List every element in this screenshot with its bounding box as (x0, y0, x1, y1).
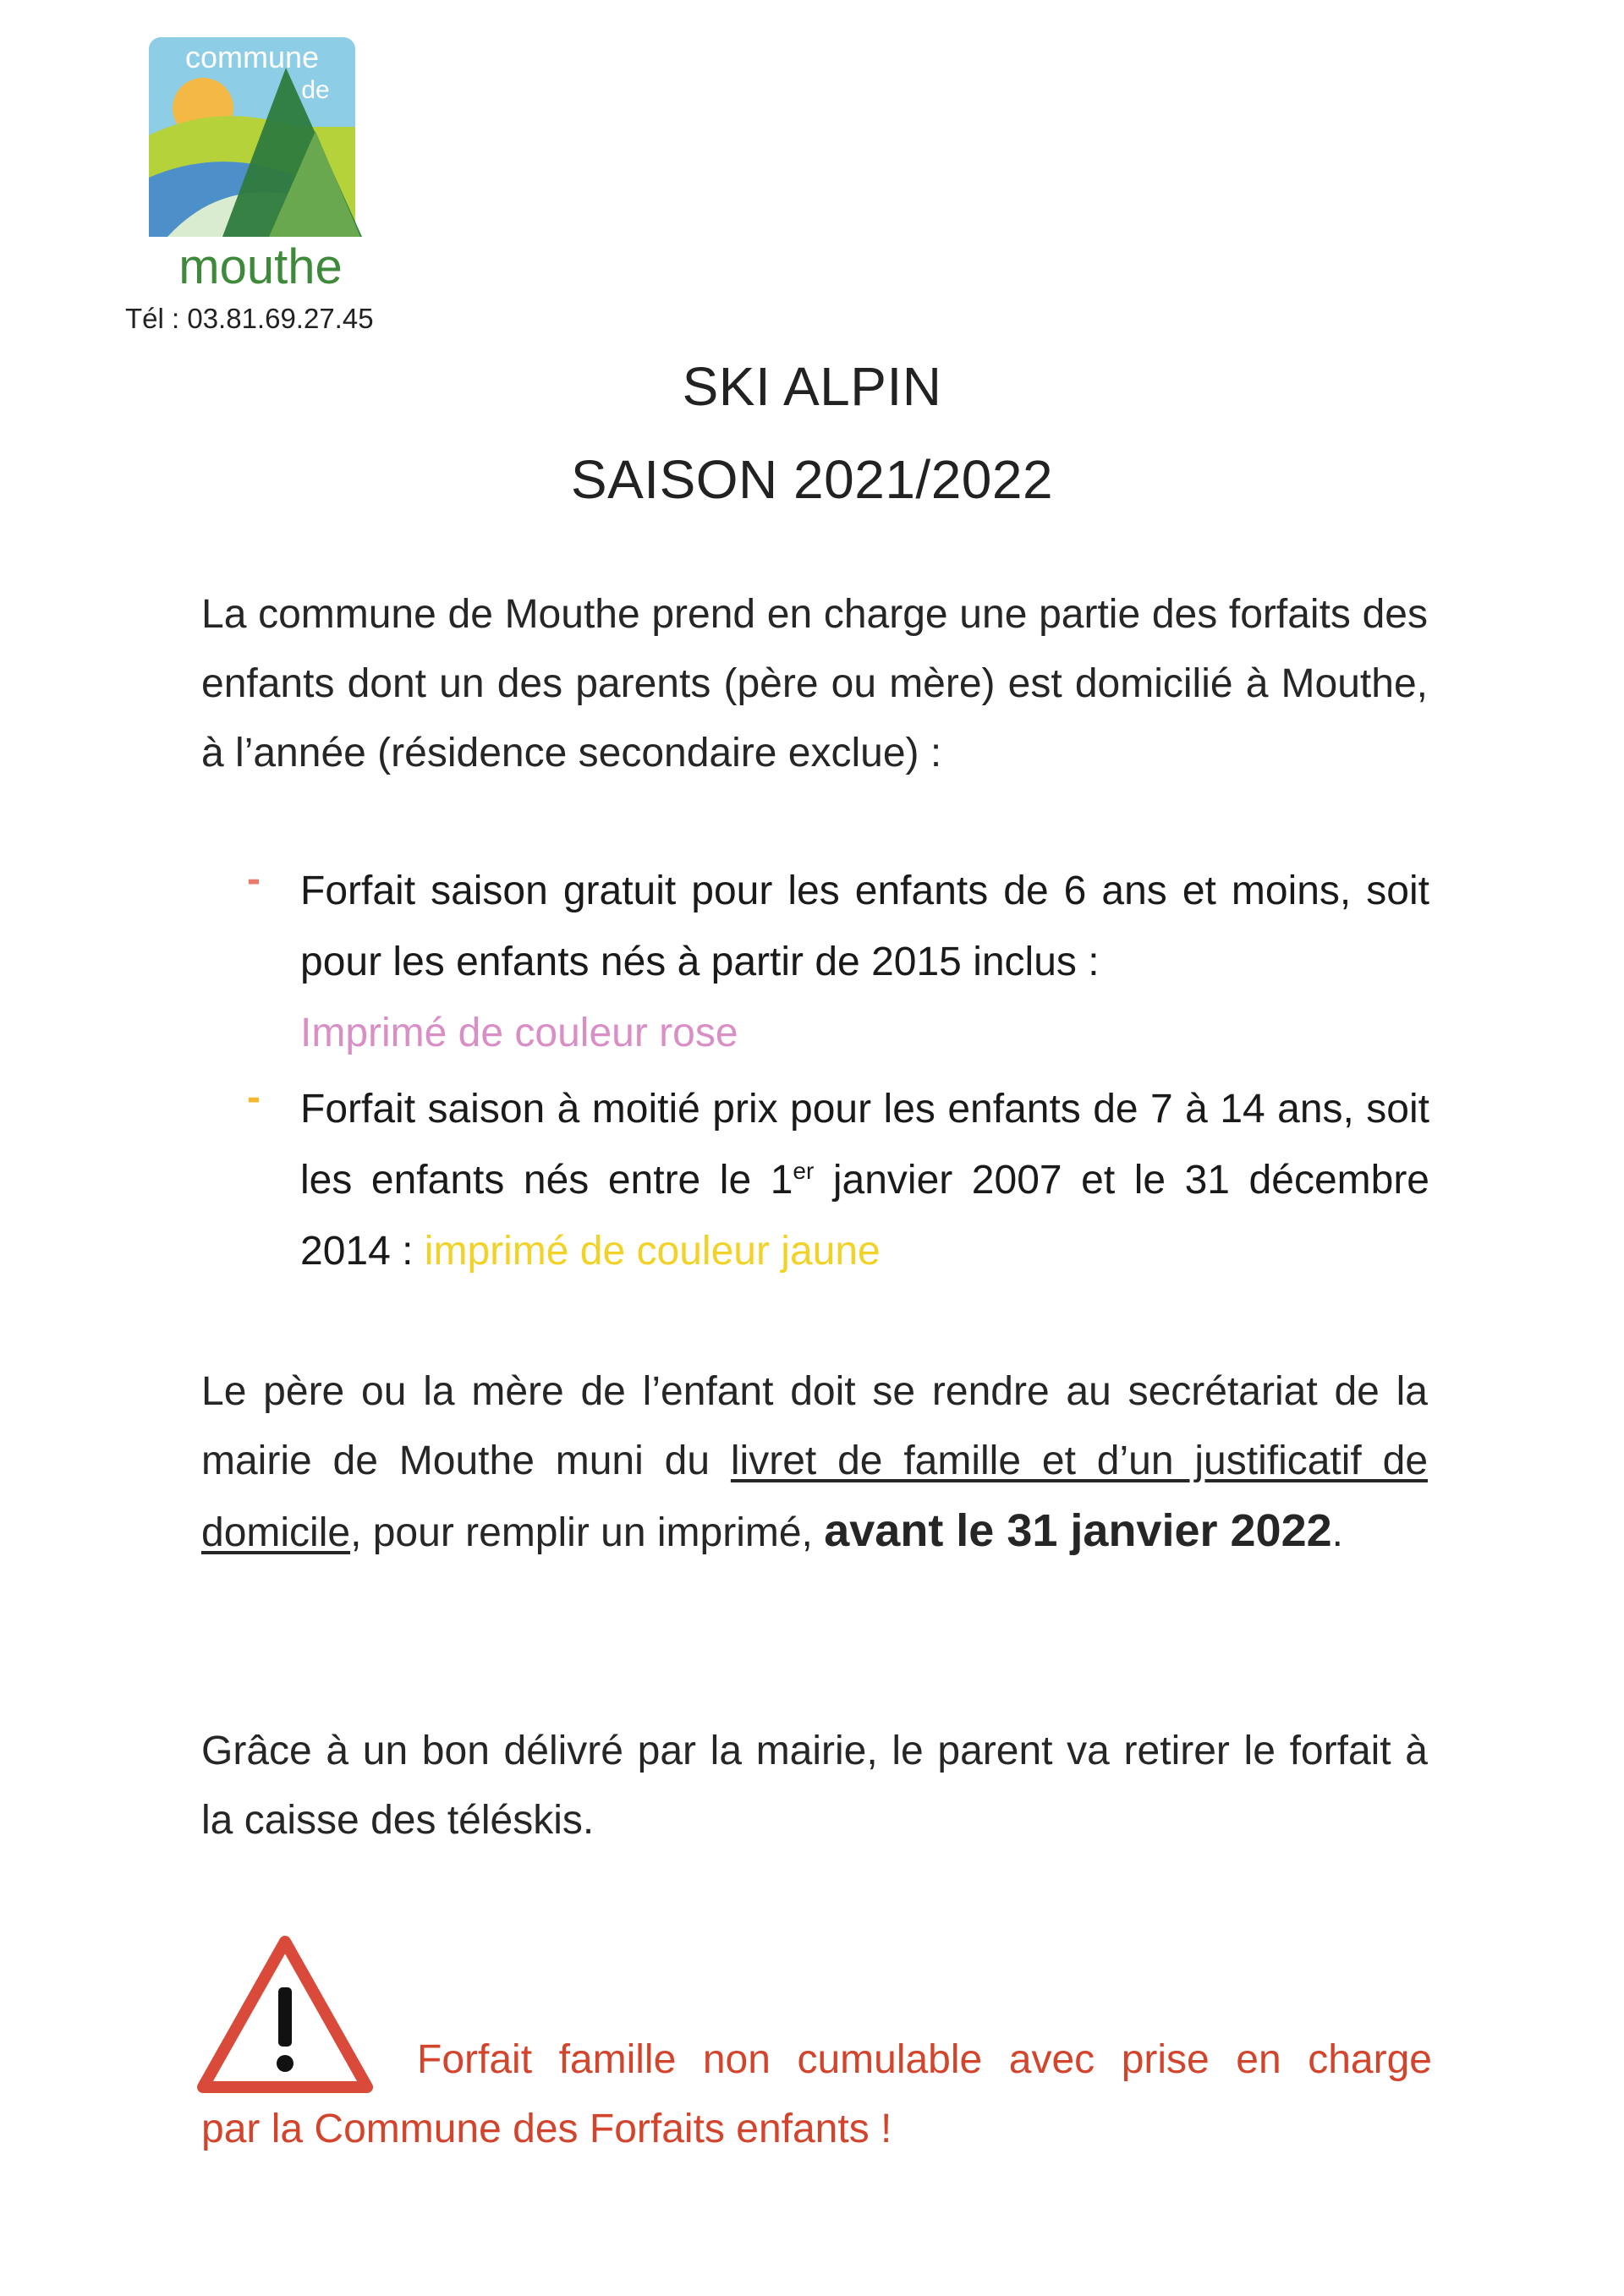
warning-line-2: par la Commune des Forfaits enfants ! (201, 2107, 892, 2151)
procedure-paragraph (201, 1357, 1428, 1568)
warning-line-1: Forfait famille non cumulable avec prise en charge (417, 2037, 1432, 2082)
svg-text:commune: commune (184, 40, 320, 74)
bullet-dash-pink: - (247, 857, 261, 901)
phone-number: Tél : 03.81.69.27.45 (125, 303, 374, 334)
procedure-period: . (1331, 1510, 1343, 1555)
bullet-dash-yellow: - (247, 1075, 261, 1120)
svg-text:mouthe: mouthe (178, 239, 343, 294)
required-documents: livret de famille et d’un justificatif de domicile (201, 1438, 1429, 1555)
procedure-text: Le père ou la mère de l’enfant doit se rendre au secrétariat de la mairie de Mouthe muni du (201, 1369, 1428, 1483)
warning-message (201, 2025, 1432, 2164)
intro-paragraph: La commune de Mouthe prend en charge une partie des forfaits des enfants dont un des parents (père ou mère) est domicilié à Mouthe, à l’année (résidence secondaire exclue) : (201, 592, 1428, 775)
pink-form-label: Imprimé de couleur rose (300, 1011, 738, 1055)
bullet-free-pass (300, 856, 1429, 1069)
bullet-half-price (300, 1074, 1429, 1287)
voucher-paragraph: Grâce à un bon délivré par la mairie, le parent va retirer le forfait à la caisse des téléskis. (201, 1729, 1428, 1843)
title-season: SAISON 2021/2022 (570, 449, 1054, 510)
mountain-logo-icon (142, 34, 362, 296)
bullet-free-pass-text: Forfait saison gratuit pour les enfants de 6 ans et moins, soit pour les enfants nés à partir de 2015 inclus : (300, 869, 1429, 984)
svg-text:de: de (301, 76, 330, 104)
ordinal-suffix: er (793, 1158, 815, 1184)
deadline: avant le 31 janvier 2022 (824, 1505, 1332, 1556)
bullet-half-price-text: Forfait saison à moitié prix pour les enfants de 7 à 14 ans, soit les enfants nés entre le 1 (300, 1087, 1429, 1203)
title-ski-alpin: SKI ALPIN (682, 356, 942, 417)
commune-logo (142, 34, 362, 296)
procedure-text-2: , pour remplir un imprimé, (350, 1510, 813, 1555)
bullet-half-price-dates: janvier 2007 et le 31 décembre 2014 : (300, 1158, 1429, 1274)
yellow-form-label: imprimé de couleur jaune (424, 1229, 881, 1274)
